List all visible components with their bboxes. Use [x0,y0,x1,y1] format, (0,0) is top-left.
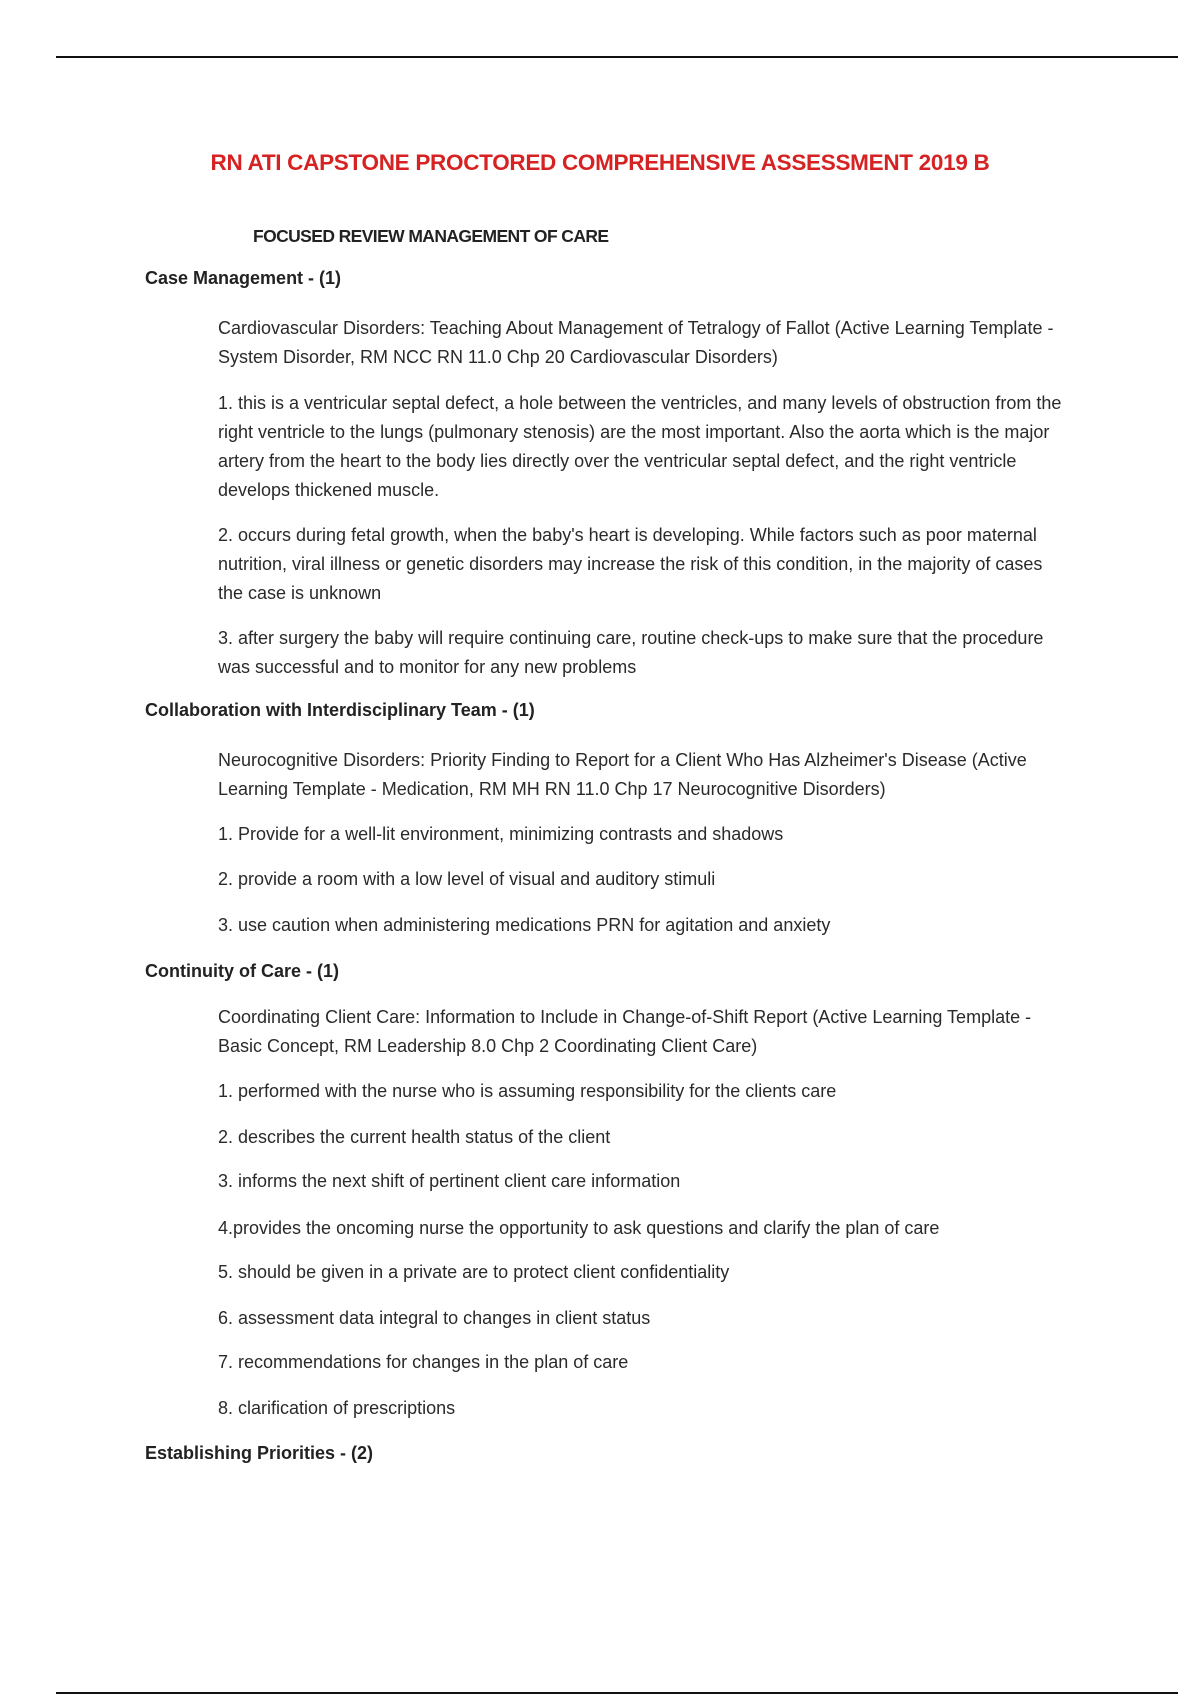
list-item: 5. should be given in a private are to protect client confidentiality [218,1262,730,1282]
list-item: 2. describes the current health status of the client [218,1127,611,1147]
list-item: 1. Provide for a well-lit environment, minimizing contrasts and shadows [218,824,784,844]
section-heading-establishing-priorities: Establishing Priorities - (2) [145,1443,374,1463]
list-item: 4.provides the oncoming nurse the opportunity to ask questions and clarify the plan of care [218,1218,940,1238]
list-item: 3. informs the next shift of pertinent client care information [218,1171,681,1191]
list-item: 2. provide a room with a low level of visual and auditory stimuli [218,869,716,889]
list-item: 8. clarification of prescriptions [218,1398,456,1418]
topic-tetralogy-of-fallot: Cardiovascular Disorders: Teaching About Management of Tetralogy of Fallot (Active Learning Template - System Disorder, RM NCC RN 11.0 Chp 20 Cardiovascular Disorders) [218,318,1054,367]
list-item: 3. after surgery the baby will require continuing care, routine check-ups to make sure that the procedure was successful and to monitor for any new problems [218,628,1044,677]
list-item: 7. recommendations for changes in the plan of care [218,1352,629,1372]
list-item: 1. this is a ventricular septal defect, a hole between the ventricles, and many levels of obstruction from the right ventricle to the lungs (pulmonary stenosis) are the most important. Also the aorta which is the major artery from the heart to the body lies directly over the ventricular septal defect, and the right ventricle develops thickened muscle. [218,393,1062,500]
list-item: 1. performed with the nurse who is assuming responsibility for the clients care [218,1081,837,1101]
list-item: 2. occurs during fetal growth, when the baby's heart is developing. While factors such as poor maternal nutrition, viral illness or genetic disorders may increase the risk of this condition, in the majority of cases the case is unknown [218,525,1043,603]
bottom-rule [56,1692,1178,1694]
document-title: RN ATI CAPSTONE PROCTORED COMPREHENSIVE ASSESSMENT 2019 B [210,150,990,175]
section-heading-continuity-of-care: Continuity of Care - (1) [145,961,339,981]
top-rule [56,56,1178,58]
section-heading-case-management: Case Management - (1) [145,268,342,288]
document-subtitle: FOCUSED REVIEW MANAGEMENT OF CARE [253,226,609,246]
topic-change-of-shift-report: Coordinating Client Care: Information to Include in Change-of-Shift Report (Active Learning Template - Basic Concept, RM Leadership 8.0 Chp 2 Coordinating Client Care) [218,1007,1032,1056]
list-item: 3. use caution when administering medications PRN for agitation and anxiety [218,915,831,935]
list-item: 6. assessment data integral to changes in client status [218,1308,651,1328]
section-heading-collaboration: Collaboration with Interdisciplinary Team - (1) [145,700,535,720]
topic-alzheimers: Neurocognitive Disorders: Priority Finding to Report for a Client Who Has Alzheimer's Disease (Active Learning Template - Medication, RM MH RN 11.0 Chp 17 Neurocognitive Disorders) [218,750,1027,799]
